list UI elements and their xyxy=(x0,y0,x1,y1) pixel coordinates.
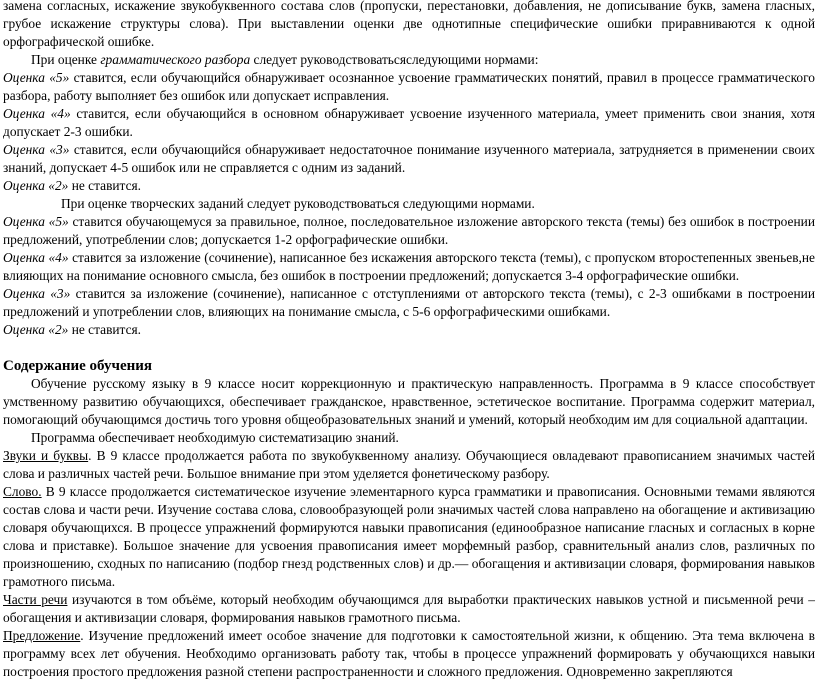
grade-label: Оценка «2» xyxy=(3,178,69,193)
creative-grade-2 xyxy=(3,321,815,339)
parts-of-speech-paragraph xyxy=(3,591,815,627)
topic-text: изучаются в том объёме, который необходим обучающимся для выработки практических навыков устной и письменной речи – обогащения и активизации словаря, формирования навыков грамотного письма. xyxy=(3,592,815,625)
grammar-intro-text: При оценке xyxy=(31,52,101,67)
content-paragraph-1 xyxy=(3,375,815,429)
grammar-grade-2 xyxy=(3,177,815,195)
grade-text: ставится, если обучающийся обнаруживает осознанное усвоение грамматических понятий, правил в процессе грамматического разбора, работу выполняет без ошибок или допускает исправления. xyxy=(3,70,815,103)
sounds-paragraph xyxy=(3,447,815,483)
content-paragraph-2 xyxy=(3,429,815,447)
grammar-intro xyxy=(3,51,815,69)
grade-label: Оценка «3» xyxy=(3,286,71,301)
topic-text: В 9 классе продолжается систематическое изучение элементарного курса грамматики и правописания. Основными темами являются состав слова и части речи. Изучение состава слова, словообразующей роли значимых частей слова направлено на обогащение и активизацию словаря обучающихся. В процессе упражнений формируются навыки правописания (единообразное написание гласных и согласных в корне слова и приставке). Большое значение для усвоения правописания имеет морфемный разбор, сравнительный анализ слов, различных по произношению, сходных по написанию (подбор гнезд родственных слов) и др.— обогащения и активизации словаря, формирования навыков грамотного письма. xyxy=(3,484,815,589)
grammar-grade-3 xyxy=(3,141,815,177)
grammar-intro-text-end: следует руководствоватьсяследующими нормами: xyxy=(250,52,539,67)
grade-text: ставится за изложение (сочинение), написанное с отступлениями от авторского текста (темы), с 2-3 ошибками в построении предложений и употреблении слов, влияющих на понимание смысла, с 5-6 орфографическими ошибками. xyxy=(3,286,815,319)
topic-text: . Изучение предложений имеет особое значение для подготовки к самостоятельной жизни, к общению. Эта тема включена в программу всех лет обучения. Необходимо организовать работу так, чтобы в процессе упражнений формировать у обучающихся навыки построения простого предложения разной степени распространенности и сложного предложения. Одновременно закрепляются xyxy=(3,628,815,679)
spacer xyxy=(3,339,815,357)
grade-label: Оценка «4» xyxy=(3,250,69,265)
topic-label: Предложение xyxy=(3,628,81,643)
grade-text: не ставится. xyxy=(68,178,142,193)
creative-grade-3 xyxy=(3,285,815,321)
grade-label: Оценка «5» xyxy=(3,214,69,229)
paragraph-text: замена согласных, искажение звукобуквенного состава слов (пропуски, перестановки, добавления, не дописывание букв, замена гласных, грубое искажение структуры слова). При выставлении оценки две однотипные специфические ошибки приравниваются к одной орфографической ошибке. xyxy=(3,0,815,49)
word-paragraph xyxy=(3,483,815,591)
sentence-paragraph xyxy=(3,627,815,681)
grading-paragraph-1 xyxy=(3,0,815,51)
paragraph-text: Программа обеспечивает необходимую систематизацию знаний. xyxy=(31,430,399,445)
creative-intro-text: При оценке творческих заданий следует руководствоваться следующими нормами. xyxy=(61,196,535,211)
grade-text: ставится обучающемуся за правильное, полное, последовательное изложение авторского текста (темы) без ошибок в построении предложений, употреблении слов; допускается 1-2 орфографические ошибки. xyxy=(3,214,815,247)
topic-text: . В 9 классе продолжается работа по звукобуквенному анализу. Обучающиеся овладевают правописанием значимых частей слова и различных частей речи. Большое внимание при этом уделяется фонетическому разбору. xyxy=(3,448,816,481)
grammar-grade-5 xyxy=(3,69,815,105)
grade-label: Оценка «3» xyxy=(3,142,70,157)
creative-grade-5 xyxy=(3,213,815,249)
topic-label: Звуки и буквы xyxy=(3,448,89,463)
creative-grade-4 xyxy=(3,249,815,285)
grade-label: Оценка «4» xyxy=(3,106,71,121)
grammar-intro-italic: грамматического разбора xyxy=(100,52,251,67)
topic-label: Слово. xyxy=(3,484,42,499)
paragraph-text: Обучение русскому языку в 9 классе носит коррекционную и практическую направленность. Программа в 9 классе способствует умственному развитию обучающихся, обеспечивает гражданское, нравственное, эстетическое воспитание. Программа содержит материал, помогающий обучающимся достичь того уровня общеобразовательных знаний и умений, который необходим им для социальной адаптации. xyxy=(3,376,815,427)
section-heading: Содержание обучения xyxy=(3,358,153,374)
grade-text: не ставится. xyxy=(68,322,142,337)
grade-text: ставится, если обучающийся обнаруживает недостаточное понимание изученного материала, затрудняется в применении своих знаний, допускает 4-5 ошибок или не справляется с одним из заданий. xyxy=(3,142,815,175)
grammar-grade-4 xyxy=(3,105,815,141)
creative-intro xyxy=(3,195,815,213)
grade-text: ставится за изложение (сочинение), написанное без искажения авторского текста (темы), с пропуском второстепенных звеньев,не влияющих на понимание основного смысла, без ошибок в построении предложений; допускается 3-4 орфографические ошибки. xyxy=(3,250,815,283)
grade-label: Оценка «2» xyxy=(3,322,69,337)
topic-label: Части речи xyxy=(3,592,68,607)
grade-label: Оценка «5» xyxy=(3,70,70,85)
grade-text: ставится, если обучающийся в основном обнаруживает усвоение изученного материала, умеет применить свои знания, хотя допускает 2-3 ошибки. xyxy=(3,106,815,139)
